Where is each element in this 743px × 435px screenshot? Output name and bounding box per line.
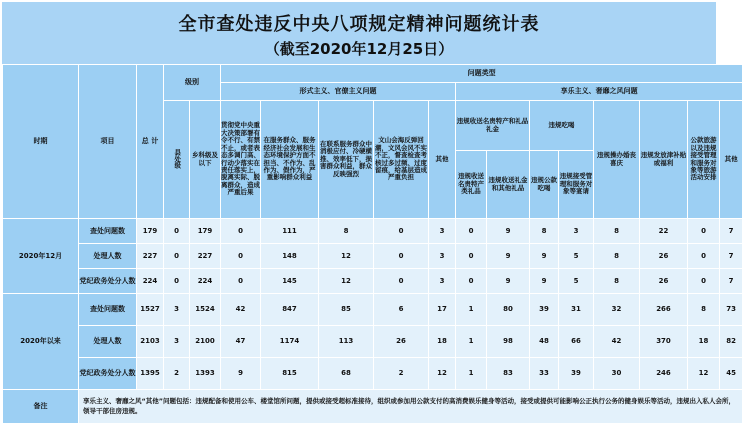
header-eating-public: 违规公款吃喝 bbox=[530, 151, 559, 219]
cell-value: 12 bbox=[319, 244, 374, 269]
header-item: 项目 bbox=[79, 65, 137, 219]
table-row bbox=[3, 219, 743, 244]
cell-value: 1395 bbox=[137, 358, 164, 390]
cell-value: 0 bbox=[374, 219, 429, 244]
cell-value: 12 bbox=[688, 358, 720, 390]
table-row bbox=[3, 358, 743, 390]
cell-value: 12 bbox=[319, 269, 374, 294]
row-item: 党纪政务处分人数 bbox=[79, 269, 137, 294]
cell-value: 0 bbox=[164, 219, 190, 244]
cell-value: 7 bbox=[720, 219, 743, 244]
header-township-level: 乡科级及以下 bbox=[190, 101, 221, 219]
cell-value: 1393 bbox=[190, 358, 221, 390]
cell-value: 22 bbox=[640, 219, 688, 244]
cell-value: 85 bbox=[319, 294, 374, 326]
header-formalism-1: 贯彻党中央重大决策部署有令不行、有禁不止，或者表态多调门高、行动少落实在责任落实上，脱离实际、脱离群众，造成严重后果 bbox=[221, 101, 261, 219]
cell-value: 2103 bbox=[137, 326, 164, 358]
cell-value: 80 bbox=[487, 294, 530, 326]
cell-value: 2100 bbox=[190, 326, 221, 358]
cell-value: 224 bbox=[190, 269, 221, 294]
cell-value: 179 bbox=[190, 219, 221, 244]
cell-value: 3 bbox=[429, 269, 456, 294]
header-hedonism-other: 其他 bbox=[720, 101, 743, 219]
cell-value: 31 bbox=[559, 294, 594, 326]
cell-value: 3 bbox=[559, 219, 594, 244]
cell-value: 0 bbox=[456, 269, 487, 294]
header-subsidy: 违规发放津补贴或福利 bbox=[640, 101, 688, 219]
cell-value: 73 bbox=[720, 294, 743, 326]
cell-value: 1527 bbox=[137, 294, 164, 326]
cell-value: 47 bbox=[221, 326, 261, 358]
cell-value: 0 bbox=[164, 269, 190, 294]
cell-value: 0 bbox=[688, 269, 720, 294]
header-formalism-2: 在服务群众、服务经济社会发展和生态环境保护方面不担当、不作为、乱作为、假作为，严重影响群众利益 bbox=[261, 101, 319, 219]
cell-value: 224 bbox=[137, 269, 164, 294]
cell-value: 26 bbox=[374, 326, 429, 358]
cell-value: 8 bbox=[594, 219, 640, 244]
cell-value: 0 bbox=[688, 219, 720, 244]
cell-value: 82 bbox=[720, 326, 743, 358]
cell-value: 26 bbox=[640, 269, 688, 294]
cell-value: 145 bbox=[261, 269, 319, 294]
cell-value: 1174 bbox=[261, 326, 319, 358]
header-formalism-4: 文山会海反弹回潮，文风会风不实不正，督查检查考核过多过频、过度留痕，给基层造成严重负担 bbox=[374, 101, 429, 219]
cell-value: 3 bbox=[429, 244, 456, 269]
header-eating-banquet: 违规接受管理和服务对象等宴请 bbox=[559, 151, 594, 219]
table-row bbox=[3, 326, 743, 358]
cell-value: 227 bbox=[190, 244, 221, 269]
cell-value: 0 bbox=[456, 219, 487, 244]
header-travel: 公款旅游以及违规接受管理和服务对象等旅游活动安排 bbox=[688, 101, 720, 219]
cell-value: 246 bbox=[640, 358, 688, 390]
table-row bbox=[3, 294, 743, 326]
cell-value: 83 bbox=[487, 358, 530, 390]
header-county-level: 县处级 bbox=[164, 101, 190, 219]
cell-value: 7 bbox=[720, 269, 743, 294]
cell-value: 0 bbox=[221, 219, 261, 244]
cell-value: 8 bbox=[594, 244, 640, 269]
row-item: 查处问题数 bbox=[79, 219, 137, 244]
header-hedonism: 享乐主义、奢靡之风问题 bbox=[456, 83, 743, 101]
cell-value: 9 bbox=[487, 269, 530, 294]
cell-value: 0 bbox=[688, 244, 720, 269]
cell-value: 2 bbox=[164, 358, 190, 390]
cell-value: 227 bbox=[137, 244, 164, 269]
cell-value: 45 bbox=[720, 358, 743, 390]
header-total: 总 计 bbox=[137, 65, 164, 219]
cell-value: 12 bbox=[429, 358, 456, 390]
cell-value: 18 bbox=[688, 326, 720, 358]
cell-value: 9 bbox=[487, 244, 530, 269]
cell-value: 113 bbox=[319, 326, 374, 358]
note-label: 备注 bbox=[3, 390, 79, 424]
cell-value: 1 bbox=[456, 326, 487, 358]
cell-value: 0 bbox=[221, 244, 261, 269]
cell-value: 26 bbox=[640, 244, 688, 269]
row-item: 查处问题数 bbox=[79, 294, 137, 326]
cell-value: 32 bbox=[594, 294, 640, 326]
cell-value: 17 bbox=[429, 294, 456, 326]
cell-value: 8 bbox=[319, 219, 374, 244]
cell-value: 370 bbox=[640, 326, 688, 358]
header-formalism: 形式主义、官僚主义问题 bbox=[221, 83, 456, 101]
cell-value: 7 bbox=[720, 244, 743, 269]
cell-value: 5 bbox=[559, 244, 594, 269]
cell-value: 39 bbox=[559, 358, 594, 390]
page-title: 全市查处违反中央八项规定精神问题统计表 bbox=[178, 14, 540, 35]
cell-value: 9 bbox=[487, 219, 530, 244]
header-gift: 违规收送名贵特产和礼品礼金 bbox=[456, 101, 530, 151]
cell-value: 111 bbox=[261, 219, 319, 244]
table-row bbox=[3, 244, 743, 269]
cell-value: 68 bbox=[319, 358, 374, 390]
cell-value: 0 bbox=[374, 269, 429, 294]
cell-value: 2 bbox=[374, 358, 429, 390]
row-item: 处理人数 bbox=[79, 326, 137, 358]
cell-value: 30 bbox=[594, 358, 640, 390]
period-year-to-date: 2020年以来 bbox=[3, 294, 79, 390]
cell-value: 266 bbox=[640, 294, 688, 326]
cell-value: 0 bbox=[221, 269, 261, 294]
table-row bbox=[3, 269, 743, 294]
cell-value: 847 bbox=[261, 294, 319, 326]
statistics-table bbox=[2, 64, 743, 424]
cell-value: 1524 bbox=[190, 294, 221, 326]
cell-value: 0 bbox=[164, 244, 190, 269]
cell-value: 33 bbox=[530, 358, 559, 390]
cell-value: 815 bbox=[261, 358, 319, 390]
cell-value: 3 bbox=[164, 294, 190, 326]
cell-value: 6 bbox=[374, 294, 429, 326]
cell-value: 66 bbox=[559, 326, 594, 358]
cell-value: 8 bbox=[688, 294, 720, 326]
header-wedding: 违规操办婚丧喜庆 bbox=[594, 101, 640, 219]
cell-value: 1 bbox=[456, 294, 487, 326]
note-text: 享乐主义、奢靡之风“其他”问题包括：违规配备和使用公车、楼堂馆所问题，提供或接受超标准接待，组织或参加用公款支付的高消费娱乐健身等活动，接受或提供可能影响公正执行公务的健身娱乐等活动，违规出入私人会所，领导干部住房违规。 bbox=[79, 390, 743, 424]
header-formalism-3: 在联系服务群众中消极应付、冷硬横推、效率低下，损害群众利益，群众反映强烈 bbox=[319, 101, 374, 219]
header-problem-type: 问题类型 bbox=[221, 65, 743, 83]
cell-value: 18 bbox=[429, 326, 456, 358]
header-gift-money: 违规收送礼金和其他礼品 bbox=[487, 151, 530, 219]
cell-value: 42 bbox=[594, 326, 640, 358]
cell-value: 3 bbox=[429, 219, 456, 244]
cell-value: 5 bbox=[559, 269, 594, 294]
cell-value: 8 bbox=[530, 219, 559, 244]
page-subtitle: （截至2020年12月25日） bbox=[264, 40, 454, 58]
header-eating: 违规吃喝 bbox=[530, 101, 594, 151]
cell-value: 3 bbox=[164, 326, 190, 358]
cell-value: 9 bbox=[530, 269, 559, 294]
cell-value: 9 bbox=[221, 358, 261, 390]
row-item: 处理人数 bbox=[79, 244, 137, 269]
cell-value: 42 bbox=[221, 294, 261, 326]
note-row bbox=[3, 390, 743, 424]
cell-value: 48 bbox=[530, 326, 559, 358]
cell-value: 9 bbox=[530, 244, 559, 269]
header-period: 时期 bbox=[3, 65, 79, 219]
cell-value: 179 bbox=[137, 219, 164, 244]
cell-value: 148 bbox=[261, 244, 319, 269]
row-item: 党纪政务处分人数 bbox=[79, 358, 137, 390]
cell-value: 0 bbox=[374, 244, 429, 269]
header-gift-specialty: 违规收送名贵特产类礼品 bbox=[456, 151, 487, 219]
header-level: 级别 bbox=[164, 65, 221, 101]
cell-value: 8 bbox=[594, 269, 640, 294]
cell-value: 0 bbox=[456, 244, 487, 269]
cell-value: 98 bbox=[487, 326, 530, 358]
period-december: 2020年12月 bbox=[3, 219, 79, 294]
title-banner bbox=[2, 2, 716, 64]
cell-value: 39 bbox=[530, 294, 559, 326]
cell-value: 1 bbox=[456, 358, 487, 390]
header-formalism-other: 其他 bbox=[429, 101, 456, 219]
